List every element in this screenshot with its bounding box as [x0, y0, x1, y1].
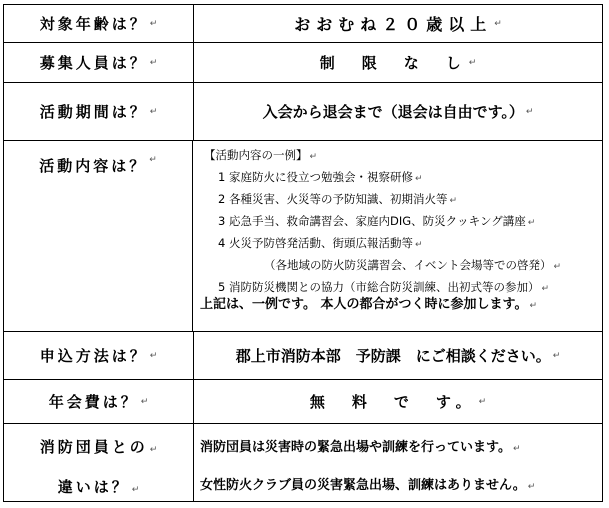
difference-text-line2: 女性防火クラブ員の災害緊急出場、訓練はありません。 ↵ [200, 478, 536, 493]
row-label-fee: 年会費は？ ↵ [4, 380, 194, 423]
table-row [3, 42, 603, 82]
table-row [3, 140, 603, 331]
row-label-recruit: 募集人員は？ ↵ [4, 43, 194, 82]
list-item: 2 各種災害、火災等の予防知識、初期消火等 ↵ [218, 192, 458, 206]
table-row [3, 331, 603, 379]
row-label-activities: 活動内容は？ ↵ [4, 141, 193, 331]
row-value-recruit: 制 限 な し ↵ [319, 54, 477, 72]
row-label-apply: 申込方法は？ ↵ [4, 332, 194, 379]
row-value-age: おおむね２０歳以上 ↵ [294, 15, 502, 34]
info-table [3, 4, 603, 502]
list-item: 4 火災予防啓発活動、街頭広報活動等 ↵ [218, 236, 423, 250]
difference-text-line1: 消防団員は災害時の緊急出場や訓練を行っています。 ↵ [200, 440, 521, 455]
list-item: 【活動内容の一例】 ↵ [204, 148, 318, 162]
table-row [3, 423, 603, 502]
row-value-period: 入会から退会まで（退会は自由です。） ↵ [262, 103, 534, 121]
difference-label-line1: 消防団員との ↵ [39, 438, 158, 456]
row-value-fee: 無 料 で す。 ↵ [309, 393, 487, 411]
difference-label-line2: 違いは？ ↵ [57, 478, 140, 496]
list-item: 1 家庭防火に役立つ勉強会・視察研修 ↵ [218, 170, 423, 184]
list-item: （各地域の防火防災講習会、イベント会場等での啓発） ↵ [264, 258, 562, 272]
table-row [3, 379, 603, 423]
row-label-difference [4, 424, 194, 501]
list-item: 3 応急手当、救命講習会、家庭内DIG、防災クッキング講座 ↵ [218, 214, 536, 228]
table-row [3, 82, 603, 140]
table-row [3, 4, 603, 42]
list-item: 5 消防防災機関との協力（市総合防災訓練、出初式等の参加） ↵ [218, 280, 550, 294]
activities-list [204, 145, 561, 299]
row-label-period: 活動期間は？ ↵ [4, 83, 194, 140]
activities-summary: 上記は、一例です。 本人の都合がつく時に参加します。 ↵ [200, 297, 537, 312]
row-label-age: 対象年齢は？ ↵ [4, 5, 194, 42]
row-value-apply: 郡上市消防本部 予防課 にご相談ください。 ↵ [235, 347, 561, 365]
